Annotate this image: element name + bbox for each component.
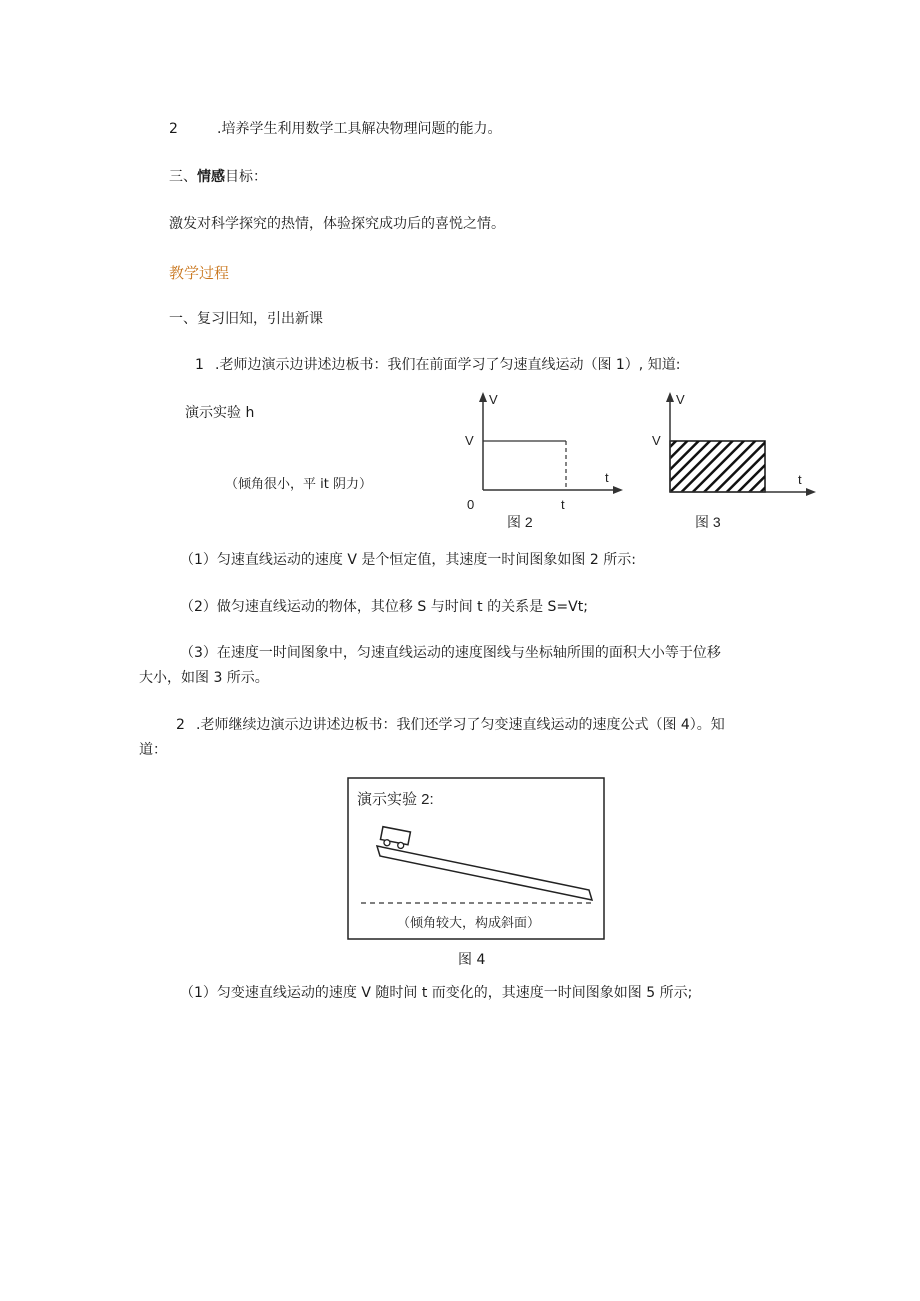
emotion-goal-prefix: 三、 — [169, 169, 197, 185]
fig4-caption: 图 4 — [458, 952, 486, 968]
point-2: （2）做匀速直线运动的物体，其位移 S 与时间 t 的关系是 S=Vt; — [180, 599, 588, 615]
point-3-line-1: （3）在速度一时间图象中，匀速直线运动的速度图线与坐标轴所围的面积大小等于位移 — [180, 645, 721, 661]
figure-3-graph — [648, 388, 820, 533]
section-heading: 教学过程 — [169, 264, 230, 282]
fig3-area-rect — [670, 441, 765, 492]
item-2-text: .老师继续边演示边讲述边板书：我们还学习了匀变速直线运动的速度公式（图 4）。知 — [196, 717, 725, 733]
fig3-t-arrow — [806, 488, 816, 496]
fig2-v-axis-label: V — [489, 392, 498, 407]
goal-number: 2 — [169, 121, 178, 137]
fig2-origin-label: 0 — [467, 497, 475, 512]
fig2-t-mark-label: t — [561, 497, 565, 512]
emotion-goal-bold: 情感 — [197, 169, 225, 185]
fig2-t-axis-label: t — [605, 470, 609, 485]
demo1-note: （倾角很小，平 it 阴力） — [225, 477, 372, 492]
fig2-t-arrow — [613, 486, 623, 494]
point-4: （1）匀变速直线运动的速度 V 随时间 t 而变化的，其速度一时间图象如图 5 所示; — [180, 985, 693, 1001]
fig3-v-axis-label: V — [676, 392, 685, 407]
fig3-v-arrow — [666, 392, 674, 402]
figure-4-demo — [347, 777, 607, 942]
emotion-goal-text: 激发对科学探究的热情，体验探究成功后的喜悦之情。 — [169, 216, 505, 232]
part1-title: 一、复习旧知，引出新课 — [169, 311, 323, 327]
fig3-level-label: V — [652, 433, 661, 448]
fig3-t-axis-label: t — [798, 472, 802, 487]
item-2 — [176, 715, 725, 735]
item-1-number: 1 — [195, 357, 204, 373]
figure-2-graph — [455, 388, 630, 533]
item-2-line-2: 道： — [139, 742, 167, 758]
fig4-note: （倾角较大，构成斜面） — [397, 915, 541, 930]
goal-text: .培养学生利用数学工具解决物理问题的能力。 — [217, 121, 502, 137]
fig2-caption: 图 2 — [507, 514, 533, 530]
goal-item-2 — [169, 119, 501, 139]
item-1 — [195, 355, 680, 375]
emotion-goal-suffix: 目标： — [225, 169, 267, 185]
fig2-level-label: V — [465, 433, 474, 448]
fig2-v-arrow — [479, 392, 487, 402]
demo1-title: 演示实验 h — [185, 405, 255, 421]
point-1: （1）匀速直线运动的速度 V 是个恒定值，其速度一时间图象如图 2 所示: — [180, 552, 636, 568]
point-3-line-2: 大小，如图 3 所示。 — [139, 670, 269, 686]
fig4-title: 演示实验 2: — [357, 791, 434, 808]
item-1-text: .老师边演示边讲述边板书：我们在前面学习了匀速直线运动（图 1）, 知道: — [215, 357, 681, 373]
item-2-number: 2 — [176, 717, 185, 733]
emotion-goal-heading — [169, 167, 267, 187]
fig3-caption: 图 3 — [695, 514, 721, 530]
